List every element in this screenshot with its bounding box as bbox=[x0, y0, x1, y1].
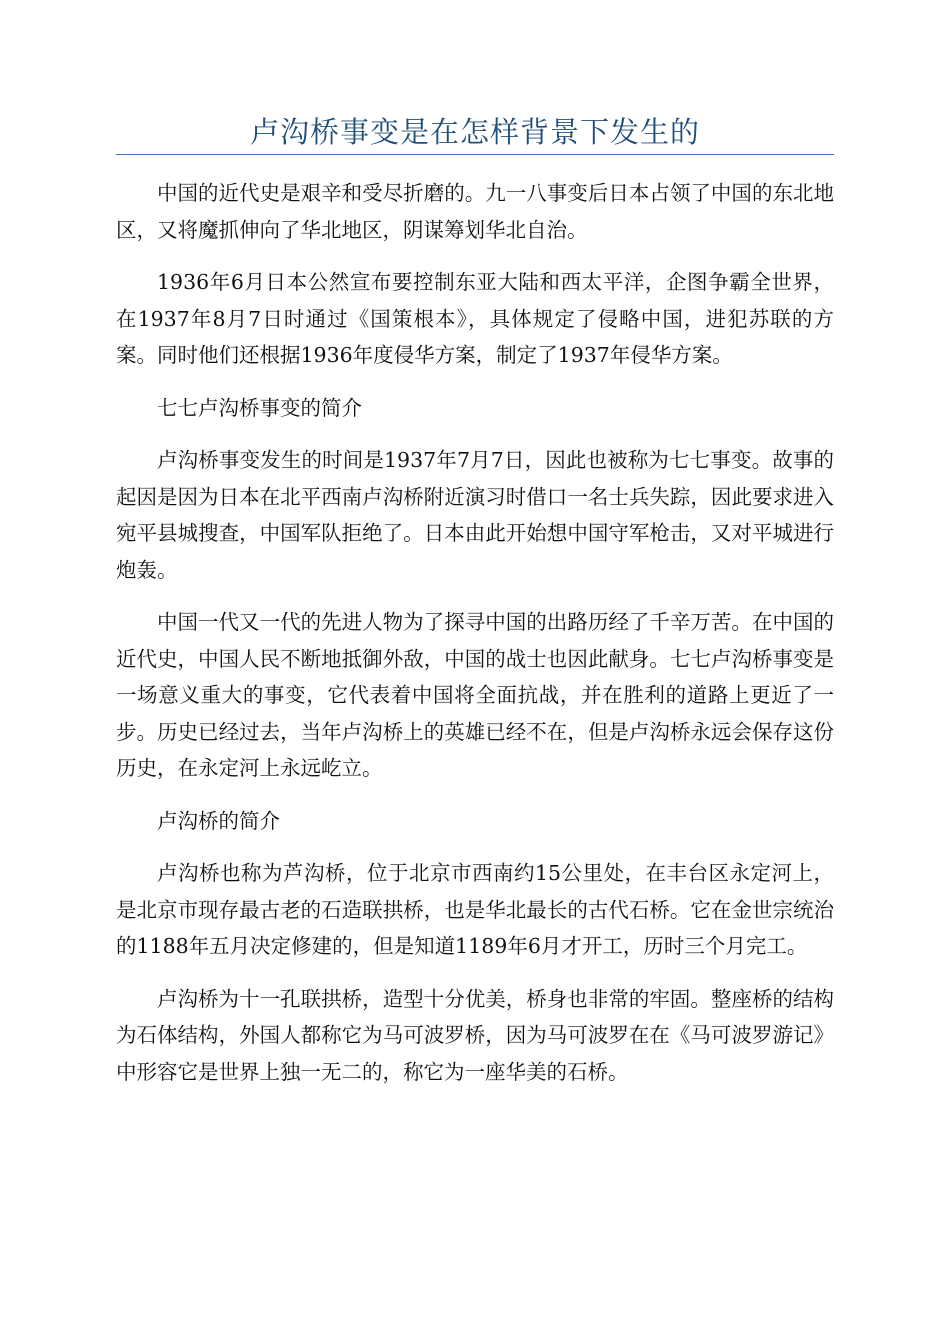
paragraph-1936-policy: 1936年6月日本公然宣布要控制东亚大陆和西太平洋，企图争霸全世界，在1937年8月7日时通过《国策根本》，具体规定了侵略中国，进犯苏联的方案。同时他们还根据1936年度侵华方案，制定了1937年侵华方案。 bbox=[116, 270, 834, 367]
title-underline bbox=[116, 154, 834, 155]
document-body bbox=[116, 175, 834, 1106]
paragraph-bridge-structure: 卢沟桥为十一孔联拱桥，造型十分优美，桥身也非常的牢固。整座桥的结构为石体结构，外国人都称它为马可波罗桥，因为马可波罗在在《马可波罗游记》中形容它是世界上独一无二的，称它为一座华美的石桥。 bbox=[116, 986, 834, 1084]
paragraph-bridge-location: 卢沟桥也称为芦沟桥，位于北京市西南约15公里处，在丰台区永定河上，是北京市现存最古老的石造联拱桥，也是华北最长的古代石桥。它在金世宗统治的1188年五月决定修建的，但是知道1189年6月才开工，历时三个月完工。 bbox=[116, 861, 834, 958]
paragraph-background: 中国的近代史是艰辛和受尽折磨的。九一八事变后日本占领了中国的东北地区，又将魔抓伸向了华北地区，阴谋筹划华北自治。 bbox=[116, 181, 834, 242]
section-heading-bridge-intro: 卢沟桥的简介 bbox=[157, 808, 280, 833]
section-heading-incident-intro: 七七卢沟桥事变的简介 bbox=[157, 395, 362, 420]
paragraph-incident-details: 卢沟桥事变发生的时间是1937年7月7日，因此也被称为七七事变。故事的起因是因为日本在北平西南卢沟桥附近演习时借口一名士兵失踪，因此要求进入宛平县城搜查，中国军队拒绝了。日本由此开始想中国守军枪击，又对平城进行炮轰。 bbox=[116, 448, 834, 582]
paragraph-significance: 中国一代又一代的先进人物为了探寻中国的出路历经了千辛万苦。在中国的近代史，中国人民不断地抵御外敌，中国的战士也因此献身。七七卢沟桥事变是一场意义重大的事变，它代表着中国将全面抗战，并在胜利的道路上更近了一步。历史已经过去，当年卢沟桥上的英雄已经不在，但是卢沟桥永远会保存这份历史，在永定河上永远屹立。 bbox=[116, 610, 834, 780]
document-title: 卢沟桥事变是在怎样背景下发生的 bbox=[249, 115, 700, 149]
